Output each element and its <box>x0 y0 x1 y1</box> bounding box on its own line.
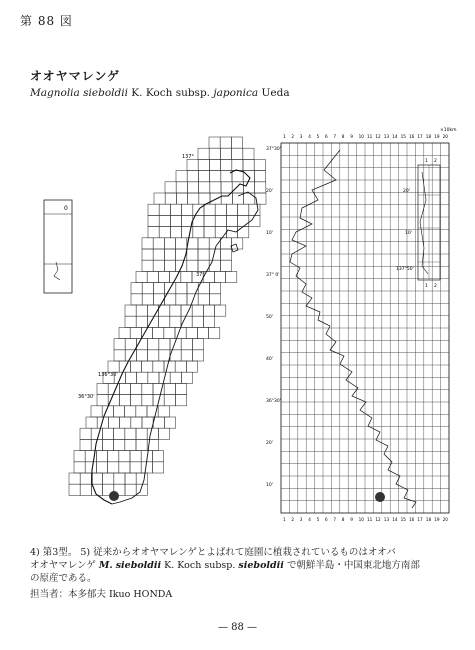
small-panel-label: 20' <box>403 189 410 194</box>
profile-lat-label: 10' <box>266 231 273 236</box>
profile-lat-label: 20' <box>266 189 273 194</box>
profile-lat-label: 37° 0' <box>266 273 280 278</box>
profile-lat-label: 20' <box>266 441 273 446</box>
caption-line-3: の原産である。 <box>30 573 97 584</box>
author-1: K. Koch <box>131 87 173 99</box>
subspecies: japonica <box>213 87 259 99</box>
caption-species: sieboldii <box>115 560 162 571</box>
caption <box>30 546 450 585</box>
caption-author: K. Koch subsp. <box>164 560 236 571</box>
bottom-scale-tick: 16 <box>409 517 415 522</box>
bottom-scale-tick: 10 <box>358 517 364 522</box>
bottom-scale-tick: 11 <box>367 517 373 522</box>
map-lat-label: 137° <box>182 154 195 160</box>
rank: subsp. <box>175 87 211 99</box>
bottom-scale-tick: 15 <box>400 517 406 522</box>
occurrence-dot-map <box>109 491 119 501</box>
profile-grid <box>281 143 449 513</box>
unit-label: ×10km <box>440 128 457 133</box>
top-scale-tick: 7 <box>333 134 337 139</box>
small-panel <box>396 158 440 289</box>
top-scale-tick: 12 <box>375 134 381 139</box>
profile-lat-labels <box>266 146 281 488</box>
bottom-scale-tick: 12 <box>375 517 381 522</box>
map-lat-label: 36°30' <box>78 394 95 400</box>
small-panel-bottom: 2 <box>434 284 437 289</box>
caption-line-1: 4) 第3型。 5) 従来からオオヤマレンゲとよばれて庭園に植栽されているものはオオバ <box>30 547 396 558</box>
island <box>231 244 238 252</box>
inset-map <box>44 200 72 293</box>
map-lat-label: 37° <box>196 272 205 278</box>
top-scale-tick: 13 <box>383 134 390 139</box>
author-credit: 担当者：本多郁夫 Ikuo HONDA <box>30 589 173 600</box>
profile-top-scale <box>283 134 448 139</box>
epithet: sieboldii <box>83 87 128 99</box>
bottom-scale-tick: 9 <box>350 517 353 522</box>
caption-range: で朝鮮半島・中国東北地方南部 <box>286 560 420 571</box>
figure-number: 第 88 図 <box>20 14 73 28</box>
profile-lat-label: 37°30' <box>266 147 281 152</box>
prefecture-border <box>112 246 216 504</box>
caption-line-2 <box>30 559 450 572</box>
small-panel-top: 2 <box>434 159 437 164</box>
small-panel-top: 1 <box>425 159 428 164</box>
japanese-name: オオヤマレンゲ <box>30 69 121 83</box>
occurrence-dot-profile <box>375 492 385 502</box>
bottom-scale-tick: 1 <box>283 517 286 522</box>
bottom-scale-tick: 18 <box>425 517 432 522</box>
inset-label: 0 <box>64 205 68 212</box>
top-scale-tick: 3 <box>299 134 303 139</box>
grid-map <box>69 137 266 495</box>
profile-lat-label: 40' <box>266 357 273 362</box>
top-scale-tick: 17 <box>417 134 423 139</box>
top-scale-tick: 9 <box>350 134 353 139</box>
top-scale-tick: 11 <box>367 134 373 139</box>
caption-subspecies: sieboldii <box>238 560 284 571</box>
bottom-scale-tick: 13 <box>383 517 390 522</box>
profile-lat-label: 50' <box>266 315 273 320</box>
author-2: Ueda <box>261 87 290 99</box>
top-scale-tick: 16 <box>409 134 415 139</box>
page-number: — 88 — <box>217 622 258 633</box>
top-scale-tick: 20 <box>442 134 448 139</box>
bottom-scale-tick: 19 <box>434 517 440 522</box>
profile-lat-label: 36°30' <box>266 399 281 404</box>
small-panel-label: 137°50' <box>396 267 414 272</box>
bottom-scale-tick: 5 <box>316 517 320 522</box>
profile-bottom-scale <box>283 517 448 522</box>
caption-genus: M. <box>98 560 113 571</box>
genus: Magnolia <box>30 87 80 99</box>
top-scale-tick: 14 <box>392 134 398 139</box>
profile-curve <box>290 150 416 508</box>
top-scale-tick: 15 <box>400 134 406 139</box>
bottom-scale-tick: 8 <box>341 517 345 522</box>
top-scale-tick: 1 <box>283 134 286 139</box>
small-panel-label: 10' <box>405 231 412 236</box>
top-scale-tick: 5 <box>316 134 320 139</box>
top-scale-tick: 2 <box>291 134 295 139</box>
bottom-scale-tick: 3 <box>299 517 303 522</box>
profile-lat-label: 10' <box>266 483 273 488</box>
bottom-scale-tick: 17 <box>417 517 423 522</box>
bottom-scale-tick: 20 <box>442 517 448 522</box>
top-scale-tick: 8 <box>341 134 345 139</box>
bottom-scale-tick: 2 <box>291 517 295 522</box>
small-panel-bottom: 1 <box>425 284 428 289</box>
top-scale-tick: 10 <box>358 134 364 139</box>
bottom-scale-tick: 6 <box>325 517 328 522</box>
map-lat-label: 136°30' <box>98 372 118 378</box>
caption-jp: オオヤマレンゲ <box>30 560 96 571</box>
top-scale-tick: 6 <box>325 134 328 139</box>
top-scale-tick: 18 <box>425 134 432 139</box>
top-scale-tick: 19 <box>434 134 440 139</box>
bottom-scale-tick: 4 <box>308 517 311 522</box>
bottom-scale-tick: 7 <box>333 517 337 522</box>
bottom-scale-tick: 14 <box>392 517 398 522</box>
top-scale-tick: 4 <box>308 134 311 139</box>
